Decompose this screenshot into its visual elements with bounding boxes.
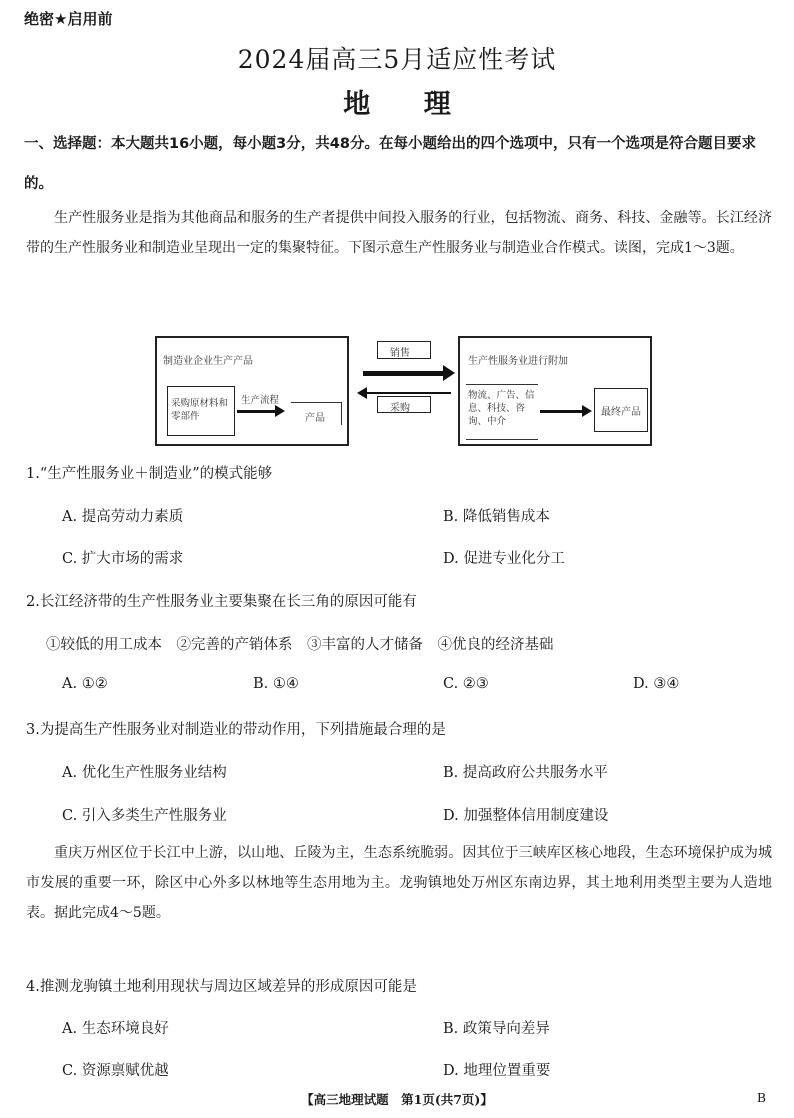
q2-option-a[interactable]: A. ①②: [62, 676, 108, 692]
question-3-stem: 3.为提高生产性服务业对制造业的带动作用，下列措施最合理的是: [26, 722, 446, 738]
final-arrow-icon: [582, 405, 592, 417]
subject-title: 地 理: [343, 89, 473, 120]
purchase-box-label: 采购原材料和零部件: [171, 398, 229, 422]
q1-option-b[interactable]: B. 降低销售成本: [443, 509, 550, 525]
procurement-arrow-line: [365, 392, 451, 394]
service-box-title: 生产性服务业进行附加: [468, 356, 568, 367]
question-2-stem: 2.长江经济带的生产性服务业主要集聚在长三角的原因可能有: [26, 594, 417, 610]
page-footer: 【高三地理试题 第1页(共7页)】: [301, 1092, 493, 1107]
q1-option-d[interactable]: D. 促进专业化分工: [443, 551, 565, 567]
manufacturing-box-title: 制造业企业生产产品: [163, 356, 253, 367]
q2-option-b[interactable]: B. ①④: [253, 676, 299, 692]
q4-option-b[interactable]: B. 政策导向差异: [443, 1021, 550, 1037]
q3-option-b[interactable]: B. 提高政府公共服务水平: [443, 765, 608, 781]
paper-version: B: [756, 1090, 766, 1105]
product-box: [291, 402, 342, 425]
q4-option-c[interactable]: C. 资源禀赋优越: [62, 1063, 169, 1079]
q2-option-d[interactable]: D. ③④: [633, 676, 680, 692]
process-arrow-line: [237, 410, 277, 413]
services-list: 物流、广告、信息、科技、咨询、中介: [468, 390, 535, 427]
passage-2: 重庆万州区位于长江中上游，以山地、丘陵为主，生态系统脆弱。因其位于三峡库区核心地段，生态环境保护成为城市发展的重要一环，除区中心外多以林地等生态用地为主。龙驹镇地处万州区东南边界，其土地利用类型主要为人造地表。据此完成4～5题。: [26, 845, 772, 921]
manufacturing-box: [155, 336, 349, 446]
q1-option-c[interactable]: C. 扩大市场的需求: [62, 551, 184, 567]
final-arrow-line: [540, 410, 584, 413]
sales-label: 销售: [390, 348, 410, 359]
sales-box: [377, 341, 431, 359]
product-label: 产品: [305, 413, 325, 424]
section-instructions: 一、选择题：本大题共16小题，每小题3分，共48分。在每小题给出的四个选项中，只有一个选项是符合题目要求的。: [24, 136, 756, 192]
question-1-stem: 1.“生产性服务业＋制造业”的模式能够: [26, 466, 273, 482]
passage-1: 生产性服务业是指为其他商品和服务的生产者提供中间投入服务的行业，包括物流、商务、科技、金融等。长江经济带的生产性服务业和制造业呈现出一定的集聚特征。下图示意生产性服务业与制造业合作模式。读图，完成1～3题。: [26, 210, 772, 256]
procurement-box: [377, 396, 431, 413]
q4-option-d[interactable]: D. 地理位置重要: [443, 1063, 551, 1079]
process-label: 生产流程: [241, 395, 280, 406]
cooperation-diagram: [155, 333, 655, 449]
q2-items: ①较低的用工成本 ②完善的产销体系 ③丰富的人才储备 ④优良的经济基础: [46, 637, 554, 653]
services-list-box: [466, 384, 538, 440]
final-product-box: [594, 388, 648, 432]
q3-option-d[interactable]: D. 加强整体信用制度建设: [443, 808, 609, 824]
exam-title: 2024届高三5月适应性考试: [237, 45, 557, 74]
q4-option-a[interactable]: A. 生态环境良好: [62, 1021, 169, 1037]
sales-arrow-icon: [443, 365, 455, 381]
procurement-label: 采购: [390, 403, 410, 414]
q2-option-c[interactable]: C. ②③: [443, 676, 489, 692]
service-box: [458, 336, 652, 446]
final-product-label: 最终产品: [601, 407, 641, 418]
q1-option-a[interactable]: A. 提高劳动力素质: [62, 509, 184, 525]
confidential-label: 绝密★启用前: [24, 10, 113, 28]
question-4-stem: 4.推测龙驹镇土地利用现状与周边区域差异的形成原因可能是: [26, 979, 417, 995]
q3-option-a[interactable]: A. 优化生产性服务业结构: [62, 765, 227, 781]
q3-option-c[interactable]: C. 引入多类生产性服务业: [62, 808, 227, 824]
process-arrow-icon: [275, 405, 285, 417]
sales-arrow-line: [363, 371, 445, 376]
purchase-box: [167, 386, 235, 436]
